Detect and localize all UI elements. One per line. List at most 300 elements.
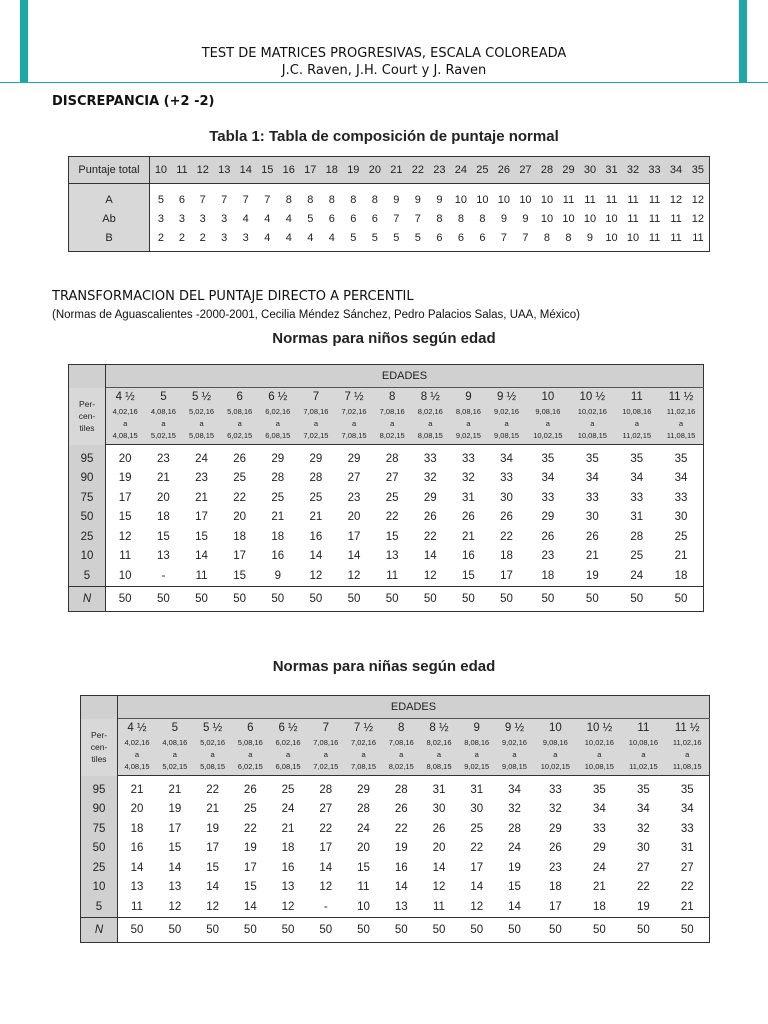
- age-range-cell: a: [659, 418, 703, 430]
- norm-score-cell: 15: [206, 861, 219, 874]
- total-cell: 17: [300, 157, 322, 184]
- percentile-label-line: cen-: [78, 411, 96, 421]
- percentile-value: 25: [69, 527, 106, 547]
- age-range-cell: 9,02,16: [496, 737, 534, 749]
- percentile-label-cell: [81, 719, 118, 776]
- total-cell: 30: [579, 157, 601, 184]
- norm-score-cell: 16: [394, 861, 408, 874]
- age-range-cell: 7,08,16: [382, 737, 420, 749]
- percentile-value: 95: [81, 776, 118, 800]
- percentile-row: [81, 858, 710, 878]
- total-cell: 11: [172, 157, 192, 184]
- composition-row: [69, 209, 710, 228]
- sample-size-row: [69, 586, 704, 611]
- row-label: Ab: [69, 209, 150, 228]
- n-cell: 50: [488, 586, 526, 611]
- n-cell: 50: [526, 586, 570, 611]
- percentile-row: [69, 547, 704, 567]
- norm-score-cell: 11: [386, 569, 399, 582]
- percentile-row: [69, 527, 704, 547]
- norm-score-cell: 14: [423, 550, 437, 563]
- score-cell: 6: [479, 231, 486, 244]
- age-range-cell: a: [570, 418, 614, 430]
- age-cell: 4 ½: [106, 388, 145, 407]
- norm-score-cell: 25: [243, 803, 257, 816]
- total-cell: 22: [407, 157, 429, 184]
- norm-score-cell: -: [323, 900, 328, 913]
- n-cell: 50: [106, 586, 145, 611]
- age-range-cell: 8,02,15: [373, 430, 411, 445]
- norm-score-cell: 31: [432, 783, 446, 796]
- norm-score-cell: 28: [271, 472, 285, 485]
- age-range-cell: a: [106, 418, 145, 430]
- n-cell: 50: [496, 917, 534, 942]
- score-cell: 8: [457, 212, 464, 225]
- norm-score-cell: 14: [130, 861, 144, 874]
- score-cell: 9: [500, 212, 507, 225]
- norm-score-cell: 12: [206, 900, 219, 913]
- norm-score-cell: 33: [585, 491, 599, 504]
- score-cell: 5: [307, 212, 314, 225]
- norm-score-cell: 18: [157, 511, 170, 524]
- total-cell: 10: [150, 157, 172, 184]
- age-range-cell: 8,08,15: [420, 761, 458, 776]
- age-cell: 11 ½: [665, 719, 709, 738]
- age-range-cell: a: [621, 749, 665, 761]
- n-cell: 50: [449, 586, 487, 611]
- total-cell: 21: [386, 157, 408, 184]
- age-row: [81, 719, 710, 738]
- norm-score-cell: 26: [585, 530, 599, 543]
- boys-norms-table: [68, 364, 704, 612]
- norm-score-cell: 22: [680, 881, 694, 894]
- score-cell: 3: [178, 212, 185, 225]
- corner-cell: [69, 365, 106, 388]
- age-range-row: [69, 406, 704, 418]
- age-cell: 4 ½: [118, 719, 156, 738]
- document-title: TEST DE MATRICES PROGRESIVAS, ESCALA COLOREADA: [201, 46, 567, 61]
- age-range-cell: a: [297, 418, 335, 430]
- score-cell: 11: [670, 212, 682, 225]
- score-cell: 8: [307, 193, 314, 206]
- percentile-value: 50: [69, 508, 106, 528]
- age-cell: 5 ½: [194, 719, 232, 738]
- norm-score-cell: 10: [118, 569, 132, 582]
- age-range-cell: 7,08,15: [345, 761, 383, 776]
- age-range-cell: 10,08,16: [615, 406, 659, 418]
- norm-score-cell: 25: [271, 491, 285, 504]
- score-cell: 6: [436, 231, 443, 244]
- age-range-cell: a: [345, 749, 383, 761]
- norm-score-cell: 24: [508, 842, 521, 855]
- age-cell: 7 ½: [335, 388, 373, 407]
- score-cell: 3: [242, 231, 249, 244]
- composition-table: [68, 156, 710, 252]
- norm-score-cell: 18: [271, 530, 285, 543]
- percentile-label-line: Per-: [90, 730, 108, 740]
- score-cell: 7: [242, 193, 249, 206]
- norm-score-cell: 10: [357, 900, 370, 913]
- age-range-cell: a: [411, 418, 449, 430]
- total-cell: 19: [343, 157, 365, 184]
- score-cell: 5: [371, 231, 378, 244]
- age-range-cell: 11,02,15: [615, 430, 659, 445]
- norm-score-cell: 24: [357, 822, 370, 835]
- score-cell: 10: [605, 231, 618, 244]
- norm-score-cell: 25: [233, 472, 247, 485]
- norm-score-cell: 22: [470, 842, 484, 855]
- n-cell: 50: [345, 917, 383, 942]
- row-label: B: [69, 228, 150, 252]
- discrepancia-label: DISCREPANCIA (+2 -2): [52, 94, 215, 109]
- n-cell: 50: [659, 586, 703, 611]
- norm-score-cell: 18: [674, 569, 688, 582]
- percentile-heading: TRANSFORMACION DEL PUNTAJE DIRECTO A PERCENTIL: [52, 289, 414, 304]
- norm-score-cell: 35: [630, 452, 644, 465]
- age-range-cell: 7,08,16: [373, 406, 411, 418]
- age-cell: 10 ½: [577, 719, 621, 738]
- norm-score-cell: 15: [357, 861, 370, 874]
- norm-score-cell: 12: [309, 569, 323, 582]
- norm-score-cell: 34: [500, 452, 513, 465]
- n-cell: 50: [156, 917, 194, 942]
- age-range-cell: 10,08,15: [570, 430, 614, 445]
- norm-score-cell: 32: [423, 472, 437, 485]
- norm-score-cell: 15: [168, 842, 182, 855]
- age-range-cell: 4,08,16: [156, 737, 194, 749]
- score-cell: 6: [328, 212, 335, 225]
- n-cell: 50: [307, 917, 345, 942]
- norm-score-cell: 11: [357, 881, 370, 894]
- norm-score-cell: 21: [195, 491, 208, 504]
- score-cell: 10: [540, 212, 554, 225]
- norm-score-cell: 21: [462, 530, 475, 543]
- score-cell: 6: [457, 231, 464, 244]
- norm-score-cell: 14: [206, 881, 219, 894]
- age-range-cell: a: [577, 749, 621, 761]
- age-range-cell: 9,08,16: [533, 737, 577, 749]
- age-range-cell: 11,08,15: [659, 430, 703, 445]
- norm-score-cell: 23: [548, 861, 562, 874]
- norm-score-cell: 27: [347, 472, 361, 485]
- norm-score-cell: 29: [309, 452, 323, 465]
- girls-norms-title: Normas para niñas según edad: [272, 658, 496, 675]
- norm-score-cell: 20: [233, 511, 247, 524]
- composition-row: [69, 184, 710, 210]
- norm-score-cell: 23: [541, 550, 555, 563]
- n-cell: 50: [570, 586, 614, 611]
- age-range-cell: 5,02,16: [194, 737, 232, 749]
- norm-score-cell: 33: [500, 472, 513, 485]
- norm-score-cell: 22: [233, 491, 247, 504]
- norm-score-cell: 22: [394, 822, 408, 835]
- norm-score-cell: 21: [157, 472, 170, 485]
- percentile-row: [81, 819, 710, 839]
- norm-score-cell: 34: [630, 472, 644, 485]
- norm-score-cell: 32: [462, 472, 475, 485]
- norm-score-cell: 28: [309, 472, 323, 485]
- percentile-value: 75: [81, 819, 118, 839]
- norm-score-cell: 19: [168, 803, 182, 816]
- norm-score-cell: 21: [281, 822, 295, 835]
- score-cell: 5: [157, 193, 164, 206]
- age-cell: 7: [307, 719, 345, 738]
- score-cell: 3: [221, 231, 228, 244]
- norm-score-cell: 33: [680, 822, 694, 835]
- age-range-cell: 5,08,15: [183, 430, 221, 445]
- age-range-cell: a: [373, 418, 411, 430]
- norm-score-cell: 21: [271, 511, 285, 524]
- percentile-value: 90: [69, 469, 106, 489]
- score-cell: 9: [586, 231, 594, 244]
- norm-score-cell: 26: [432, 822, 446, 835]
- age-cell: 6: [221, 388, 259, 407]
- total-cell: 13: [213, 157, 235, 184]
- percentile-value: 50: [81, 839, 118, 859]
- score-cell: 7: [221, 193, 228, 206]
- age-cell: 5 ½: [183, 388, 221, 407]
- score-cell: 8: [565, 231, 572, 244]
- score-cell: 7: [393, 212, 400, 225]
- norm-score-cell: 24: [592, 861, 606, 874]
- norm-score-cell: 25: [385, 491, 399, 504]
- norm-score-cell: 33: [423, 452, 437, 465]
- age-range-row: [81, 737, 710, 749]
- norm-score-cell: 17: [195, 511, 208, 524]
- norm-score-cell: 26: [462, 511, 475, 524]
- age-cell: 5: [144, 388, 182, 407]
- norm-score-cell: 23: [347, 491, 361, 504]
- norm-score-cell: 19: [206, 822, 219, 835]
- age-range-cell: 6,02,15: [221, 430, 259, 445]
- norm-score-cell: 9: [274, 569, 282, 582]
- total-cell: 18: [321, 157, 343, 184]
- norm-score-cell: 17: [500, 569, 513, 582]
- age-range-cell: a: [307, 749, 345, 761]
- percentile-label-line: tiles: [79, 423, 95, 433]
- score-cell: 4: [328, 231, 335, 244]
- total-cell: 24: [450, 157, 472, 184]
- age-range-cell: 7,08,16: [307, 737, 345, 749]
- norm-score-cell: 29: [271, 452, 285, 465]
- age-range-cell: 8,08,15: [411, 430, 449, 445]
- n-cell: 50: [183, 586, 221, 611]
- score-cell: 4: [285, 231, 292, 244]
- percentile-value: 90: [81, 800, 118, 820]
- norm-score-cell: 26: [394, 803, 408, 816]
- norm-score-cell: 14: [309, 550, 323, 563]
- age-range-cell: 9,08,15: [496, 761, 534, 776]
- age-range-cell: 4,02,16: [118, 737, 156, 749]
- norm-score-cell: 24: [630, 569, 644, 582]
- score-cell: 2: [178, 231, 185, 244]
- norm-score-cell: 11: [195, 569, 208, 582]
- percentile-label-cell: [69, 388, 106, 445]
- norm-score-cell: 15: [233, 569, 247, 582]
- norm-score-cell: 13: [130, 881, 144, 894]
- n-cell: 50: [665, 917, 709, 942]
- norm-score-cell: 31: [680, 842, 694, 855]
- age-cell: 6 ½: [259, 388, 297, 407]
- norm-score-cell: 18: [281, 842, 295, 855]
- percentile-label-line: Per-: [78, 399, 96, 409]
- norm-score-cell: 34: [637, 803, 650, 816]
- score-cell: 8: [285, 193, 292, 206]
- norm-score-cell: 17: [168, 822, 182, 835]
- norm-score-cell: 23: [195, 472, 208, 485]
- age-range-cell: 7,02,15: [297, 430, 335, 445]
- norm-score-cell: 12: [423, 569, 437, 582]
- norm-score-cell: 12: [281, 900, 295, 913]
- age-cell: 10 ½: [570, 388, 614, 407]
- score-cell: 3: [157, 212, 164, 225]
- percentile-value: 5: [69, 566, 106, 586]
- score-cell: 6: [178, 193, 185, 206]
- age-range-cell: 10,08,16: [621, 737, 665, 749]
- norm-score-cell: 15: [157, 530, 170, 543]
- percentile-value: 10: [81, 878, 118, 898]
- age-range-cell: 4,08,15: [106, 430, 145, 445]
- percentile-value: 95: [69, 445, 106, 469]
- n-cell: 50: [420, 917, 458, 942]
- score-cell: 10: [519, 193, 532, 206]
- norm-score-cell: 17: [118, 491, 132, 504]
- total-cell: 16: [278, 157, 300, 184]
- age-cell: 11: [621, 719, 665, 738]
- age-range-cell: a: [156, 749, 194, 761]
- age-range-cell: 8,08,16: [458, 737, 496, 749]
- norm-score-cell: 22: [385, 511, 399, 524]
- n-cell: 50: [297, 586, 335, 611]
- header-rule: [0, 82, 768, 83]
- norm-score-cell: 34: [680, 803, 694, 816]
- score-cell: 8: [371, 193, 378, 206]
- norm-score-cell: 12: [168, 900, 182, 913]
- norm-score-cell: 29: [347, 452, 361, 465]
- age-range-cell: 5,08,16: [231, 737, 269, 749]
- score-cell: 8: [543, 231, 551, 244]
- score-cell: 12: [691, 193, 705, 206]
- total-cell: 28: [536, 157, 558, 184]
- norm-score-cell: 25: [281, 783, 295, 796]
- norm-score-cell: 27: [319, 803, 333, 816]
- score-cell: 11: [605, 193, 618, 206]
- norm-score-cell: 16: [271, 550, 285, 563]
- age-cell: 8 ½: [420, 719, 458, 738]
- age-range-cell: a: [488, 418, 526, 430]
- percentile-row: [69, 488, 704, 508]
- norm-score-cell: 18: [541, 569, 555, 582]
- composition-header-row: [69, 157, 710, 184]
- percentile-row: [69, 566, 704, 586]
- score-cell: 8: [350, 193, 357, 206]
- norm-score-cell: 34: [585, 472, 599, 485]
- percentile-source-note: (Normas de Aguascalientes -2000-2001, Cecilia Méndez Sánchez, Pedro Palacios Salas, UAA, México): [52, 309, 580, 321]
- age-range-cell: 4,02,16: [106, 406, 145, 418]
- norm-score-cell: 27: [637, 861, 650, 874]
- norm-score-cell: 20: [357, 842, 370, 855]
- score-cell: 8: [328, 193, 335, 206]
- norm-score-cell: 35: [680, 783, 694, 796]
- age-range-cell: 6,08,15: [269, 761, 307, 776]
- age-range-cell: a: [144, 418, 182, 430]
- percentile-row: [81, 839, 710, 859]
- age-range-cell: 8,02,15: [382, 761, 420, 776]
- n-cell: 50: [621, 917, 665, 942]
- norm-score-cell: 28: [508, 822, 521, 835]
- age-cell: 9 ½: [496, 719, 534, 738]
- norm-score-cell: 13: [168, 881, 182, 894]
- score-cell: 7: [500, 231, 507, 244]
- composition-row: [69, 228, 710, 252]
- norm-score-cell: 32: [508, 803, 521, 816]
- age-cell: 8: [382, 719, 420, 738]
- composition-table-title: Tabla 1: Tabla de composición de puntaje normal: [209, 128, 559, 145]
- norm-score-cell: 12: [118, 530, 132, 543]
- norm-score-cell: 14: [243, 900, 257, 913]
- norm-score-cell: 30: [637, 842, 650, 855]
- norm-score-cell: 26: [423, 511, 437, 524]
- row-label: A: [69, 184, 150, 210]
- n-label: N: [69, 586, 106, 611]
- norm-score-cell: 16: [281, 861, 295, 874]
- percentile-value: 75: [69, 488, 106, 508]
- boys-norms-title: Normas para niños según edad: [272, 330, 496, 347]
- age-range-cell: 10,02,15: [526, 430, 570, 445]
- score-cell: 7: [414, 212, 421, 225]
- norm-score-cell: 28: [357, 803, 370, 816]
- norm-score-cell: 27: [680, 861, 694, 874]
- age-range-cell: 9,08,16: [526, 406, 570, 418]
- age-range-cell: 5,08,15: [194, 761, 232, 776]
- age-cell: 8 ½: [411, 388, 449, 407]
- age-cell: 9 ½: [488, 388, 526, 407]
- norm-score-cell: 13: [385, 550, 399, 563]
- norm-score-cell: 25: [470, 822, 484, 835]
- norm-score-cell: 15: [118, 511, 132, 524]
- norm-score-cell: 17: [319, 842, 333, 855]
- total-cell: 15: [257, 157, 279, 184]
- norm-score-cell: 29: [357, 783, 370, 796]
- score-cell: 9: [522, 212, 529, 225]
- norm-score-cell: 28: [394, 783, 408, 796]
- norm-score-cell: 11: [119, 550, 132, 563]
- age-range-cell: 9,08,15: [488, 430, 526, 445]
- age-cell: 11 ½: [659, 388, 703, 407]
- norm-score-cell: 22: [500, 530, 513, 543]
- score-cell: 9: [414, 193, 421, 206]
- age-range-cell: a: [269, 749, 307, 761]
- norm-score-cell: 34: [508, 783, 521, 796]
- score-cell: 11: [562, 193, 575, 206]
- norm-score-cell: 17: [243, 861, 257, 874]
- norm-score-cell: 19: [243, 842, 257, 855]
- norm-score-cell: 28: [319, 783, 333, 796]
- score-cell: 11: [627, 212, 639, 225]
- norm-score-cell: 12: [432, 881, 446, 894]
- norm-score-cell: 17: [233, 550, 247, 563]
- total-cell: 34: [665, 157, 687, 184]
- norm-score-cell: 30: [585, 511, 599, 524]
- age-range-cell: a: [259, 418, 297, 430]
- norm-score-cell: 33: [674, 491, 688, 504]
- edades-row: [81, 696, 710, 719]
- score-cell: 11: [584, 193, 596, 206]
- norm-score-cell: 15: [508, 881, 521, 894]
- norm-score-cell: 19: [585, 569, 599, 582]
- age-range-row: [81, 761, 710, 776]
- norm-score-cell: 29: [592, 842, 606, 855]
